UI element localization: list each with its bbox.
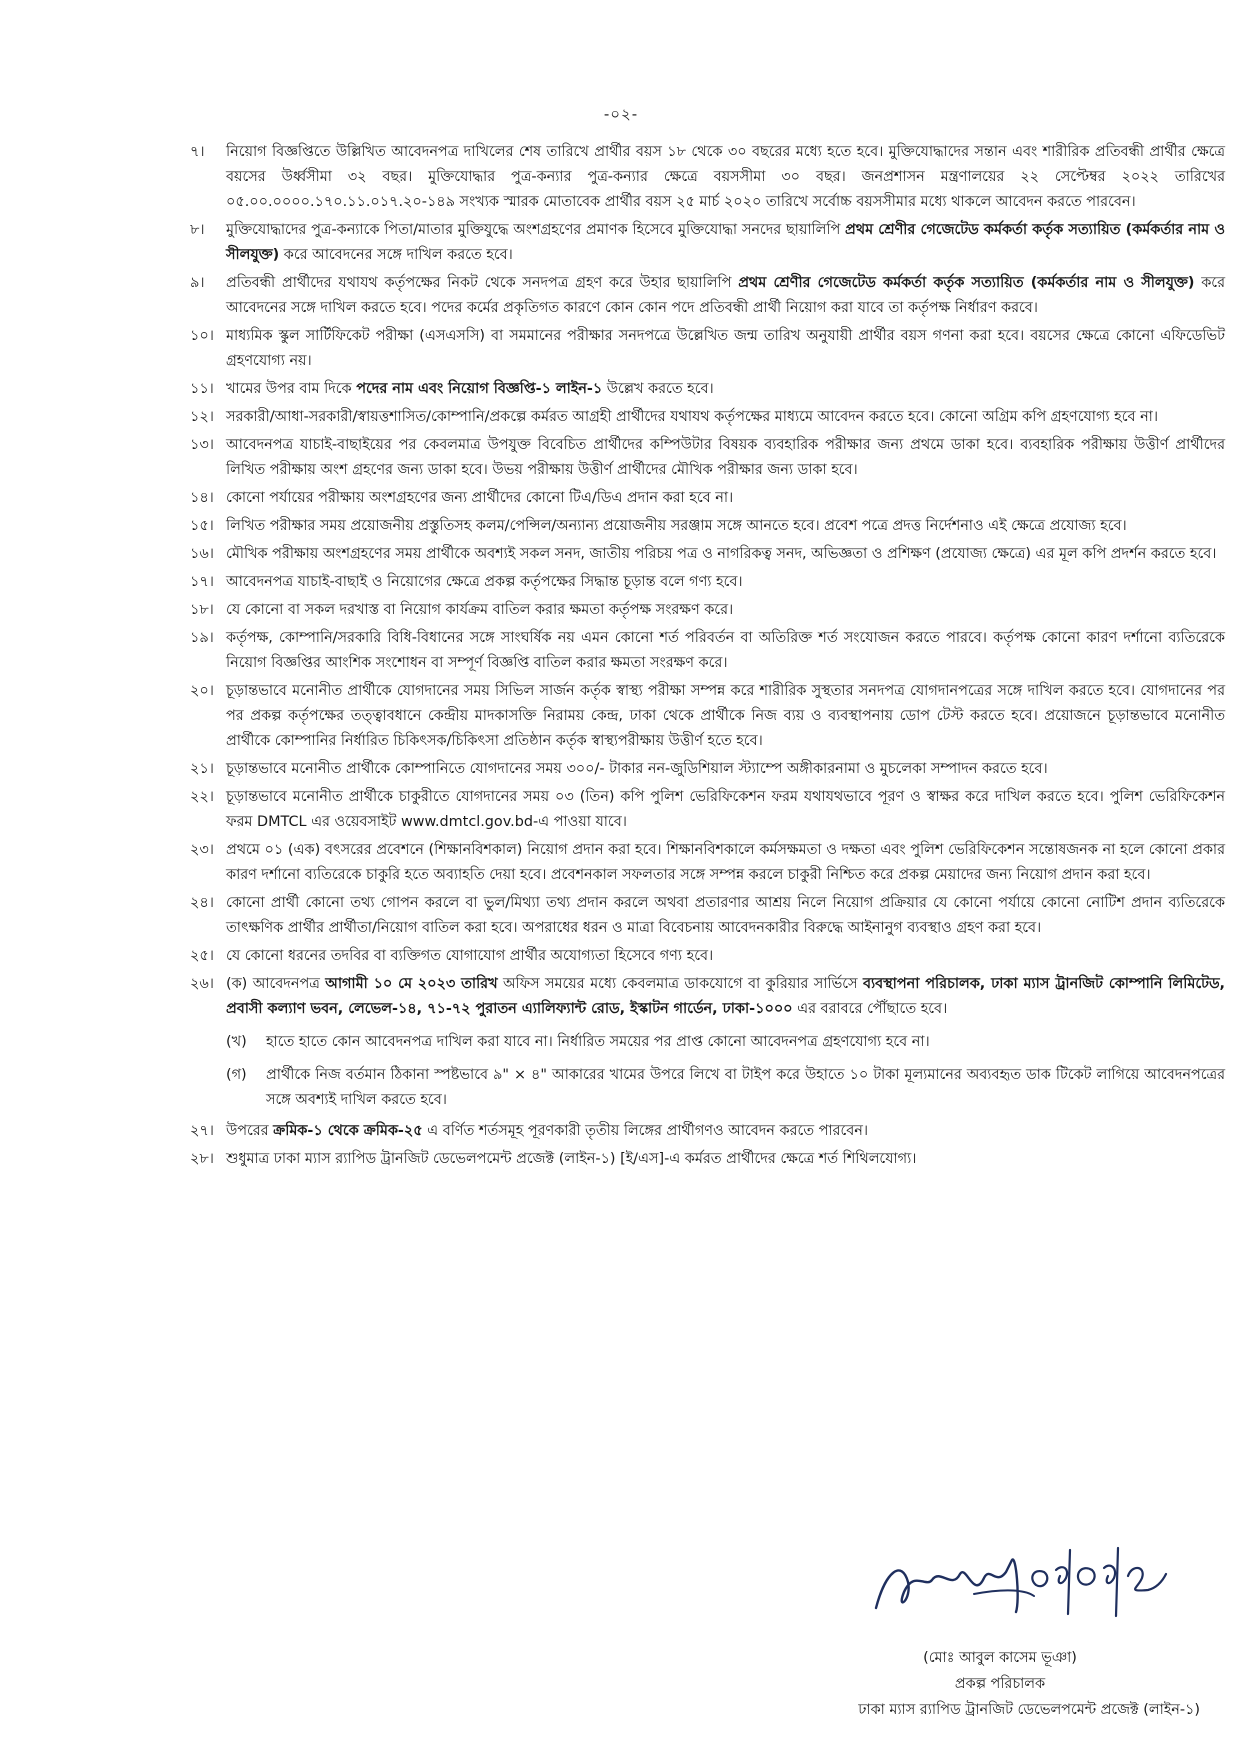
item-number: ১৭। <box>190 574 214 590</box>
item-text-bold: ব্যবস্থাপনা পরিচালক, ঢাকা ম্যাস ট্রানজিট কোম্পানি লিমিটেড, প্রবাসী কল্যাণ ভবন, লেভেল-১৪, ৭১-৭২ পুরাতন এ্যালিফ্যান্ট রোড, ইস্কাটন গার্ডেন, ঢাকা-১০০০ <box>226 976 1226 1017</box>
list-item <box>190 324 1225 374</box>
item-text-run: শুধুমাত্র ঢাকা ম্যাস র‍্যাপিড ট্রানজিট ডেভেলপমেন্ট প্রজেক্ট (লাইন-১) [ই/এস]-এ কর্মরত প্রার্থীদের ক্ষেত্রে শর্ত শিথিলযোগ্য। <box>226 1151 917 1167</box>
item-number: ২২। <box>190 789 214 805</box>
sub-items-26 <box>190 1030 1225 1113</box>
sub-item <box>226 1063 1225 1113</box>
item-text-run: উপরের <box>226 1123 274 1139</box>
item-number: ৯। <box>190 275 205 291</box>
item-text-bold: প্রথম শ্রেণীর গেজেটেড কর্মকর্তা কর্তৃক সত্যায়িত (কর্মকর্তার নাম ও সীলযুক্ত) <box>738 275 1195 291</box>
item-text <box>226 1147 1225 1172</box>
item-text-run: চূড়ান্তভাবে মনোনীত প্রার্থীকে চাকুরীতে যোগদানের সময় ০৩ (তিন) কপি পুলিশ ভেরিফিকেশন ফরম যথাযথভাবে পূরণ ও স্বাক্ষর করে দাখিল করতে হবে। পুলিশ ভেরিফিকেশন ফরম DMTCL এর ওয়েবসাইট www.dmtcl.gov.bd-এ পাওয়া যাবে। <box>226 789 1225 830</box>
item-text-run: মুক্তিযোদ্ধাদের পুত্র-কন্যাকে পিতা/মাতার মুক্তিযুদ্ধে অংশগ্রহণের প্রমাণক হিসেবে মুক্তিযোদ্ধা সনদের ছায়ালিপি <box>226 222 846 238</box>
item-number: ২৬। <box>190 976 214 992</box>
signatory-title: প্রকল্প পরিচালক <box>954 1676 1046 1692</box>
item-text-run: কোনো প্রার্থী কোনো তথ্য গোপন করলে বা ভুল/মিথ্যা তথ্য প্রদান করলে অথবা প্রতারণার আশ্রয় নিলে নিয়োগ প্রক্রিয়ার যে কোনো পর্যায়ে কোনো নোটিশ প্রদান ব্যতিরেকে তাৎক্ষণিক প্রার্থীর প্রার্থীতা/নিয়োগ বাতিল করা হবে। অপরাধের ধরন ও মাত্রা বিবেচনায় আবেদনকারীর বিরুদ্ধে আইনানুগ ব্যবস্থাও গ্রহণ করা হবে। <box>226 895 1225 936</box>
item-text-run: লিখিত পরীক্ষার সময় প্রয়োজনীয় প্রস্তুতিসহ কলম/পেন্সিল/অন্যান্য প্রয়োজনীয় সরঞ্জাম সঙ্গে আনতে হবে। প্রবেশ পত্রে প্রদত্ত নির্দেশনাও এই ক্ষেত্রে প্রযোজ্য হবে। <box>226 518 1127 534</box>
conditions-list <box>190 140 1225 1175</box>
page-number: -০২- <box>603 105 639 123</box>
signatory-name: (মোঃ আবুল কাসেম ভূঞা) <box>923 1650 1077 1666</box>
item-text-run: আবেদনপত্র যাচাই-বাছাই ও নিয়োগের ক্ষেত্রে প্রকল্প কর্তৃপক্ষের সিদ্ধান্ত চূড়ান্ত বলে গণ্য হবে। <box>226 574 743 590</box>
list-item <box>190 598 1225 623</box>
item-text <box>226 271 1225 321</box>
item-text <box>226 598 1225 623</box>
item-text-run: প্রথমে ০১ (এক) বৎসরের প্রবেশনে (শিক্ষানবিশকাল) নিয়োগ প্রদান করা হবে। শিক্ষানবিশকালে কর্মসক্ষমতা ও দক্ষতা এবং পুলিশ ভেরিফিকেশন সন্তোষজনক না হলে কোনো প্রকার কারণ দর্শানো ব্যতিরেকে চাকুরি হতে অব্যাহতি দেয়া হবে। প্রবেশনকাল সফলতার সঙ্গে সম্পন্ন করলে চাকুরী নিশ্চিত করে প্রকল্প মেয়াদের জন্য নিয়োগ প্রদান করা হবে। <box>226 842 1225 883</box>
item-text <box>226 785 1225 835</box>
signature-block <box>760 1645 1200 1723</box>
list-item <box>190 891 1225 941</box>
list-item <box>190 433 1225 483</box>
list-item <box>190 1147 1225 1172</box>
list-item <box>190 679 1225 754</box>
list-item <box>190 944 1225 969</box>
item-text <box>226 1119 1225 1144</box>
sub-item-label: (খ) <box>226 1034 247 1050</box>
list-item <box>190 377 1225 402</box>
item-text-run: চূড়ান্তভাবে মনোনীত প্রার্থীকে যোগদানের সময় সিভিল সার্জন কর্তৃক স্বাস্থ্য পরীক্ষা সম্পন্ন করে শারীরিক সুস্থতার সনদপত্র যোগদানপত্রের সঙ্গে দাখিল করতে হবে। যোগদানের পর পর প্রকল্প কর্তৃপক্ষের তত্ত্বাবধানে কেন্দ্রীয় মাদকাসক্তি নিরাময় কেন্দ্র, ঢাকা থেকে প্রার্থীকে নিজ ব্যয় ও ব্যবস্থাপনায় ডোপ টেস্ট করতে হবে। প্রয়োজনে চূড়ান্তভাবে মনোনীত প্রার্থীকে কোম্পানির নির্ধারিত চিকিৎসক/চিকিৎসা প্রতিষ্ঠান কর্তৃক স্বাস্থ্যপরীক্ষায় উত্তীর্ণ হতে হবে। <box>226 683 1225 749</box>
list-item <box>190 271 1225 321</box>
sub-item-text: হাতে হাতে কোন আবেদনপত্র দাখিল করা যাবে না। নির্ধারিত সময়ের পর প্রাপ্ত কোনো আবেদনপত্র গ্রহণযোগ্য হবে না। <box>266 1034 930 1050</box>
list-item <box>190 542 1225 567</box>
item-number: ১২। <box>190 409 214 425</box>
list-item <box>190 785 1225 835</box>
item-text <box>226 972 1225 1022</box>
item-text-run: যে কোনো বা সকল দরখাস্ত বা নিয়োগ কার্যক্রম বাতিল করার ক্ষমতা কর্তৃপক্ষ সংরক্ষণ করে। <box>226 602 734 618</box>
item-text-run: সরকারী/আধা-সরকারী/স্বায়ত্তশাসিত/কোম্পানি/প্রকল্পে কর্মরত আগ্রহী প্রার্থীদের যথাযথ কর্তৃপক্ষের মাধ্যমে আবেদন করতে হবে। কোনো অগ্রিম কপি গ্রহণযোগ্য হবে না। <box>226 409 1158 425</box>
item-text <box>226 433 1225 483</box>
item-number: ২৫। <box>190 948 214 964</box>
item-text-run: কোনো পর্যায়ের পরীক্ষায় অংশগ্রহণের জন্য প্রার্থীদের কোনো টিএ/ডিএ প্রদান করা হবে না। <box>226 490 734 506</box>
item-text <box>226 542 1225 567</box>
list-item <box>190 570 1225 595</box>
list-item <box>190 1119 1225 1144</box>
item-text <box>226 377 1225 402</box>
list-item <box>190 972 1225 1022</box>
sub-item <box>226 1030 1225 1055</box>
item-number: ১৪। <box>190 490 214 506</box>
item-text <box>226 486 1225 511</box>
item-number: ২১। <box>190 761 214 777</box>
item-text <box>226 626 1225 676</box>
item-text <box>226 514 1225 539</box>
item-number: ১৩। <box>190 437 214 453</box>
item-text-run: করে আবেদনের সঙ্গে দাখিল করতে হবে। পদের কর্মের প্রকৃতিগত কারণে কোন কোন পদে প্রতিবন্ধী প্রার্থী নিয়োগ করা যাবে তা কর্তৃপক্ষ নির্ধারণ করবে। <box>226 275 1226 316</box>
item-text-run: এর বরাবরে পৌঁছাতে হবে। <box>792 1001 948 1017</box>
item-text-run: নিয়োগ বিজ্ঞপ্তিতে উল্লিখিত আবেদনপত্র দাখিলের শেষ তারিখে প্রার্থীর বয়স ১৮ থেকে ৩০ বছরের মধ্যে হতে হবে। মুক্তিযোদ্ধাদের সন্তান এবং শারীরিক প্রতিবন্ধী প্রার্থীর ক্ষেত্রে বয়সের উর্ধ্বসীমা ৩২ বছর। মুক্তিযোদ্ধার পুত্র-কন্যার পুত্র-কন্যার ক্ষেত্রে বয়সসীমা ৩০ বছর। জনপ্রশাসন মন্ত্রণালয়ের ২২ সেপ্টেম্বর ২০২২ তারিখের ০৫.০০.০০০০.১৭০.১১.০১৭.২০-১৪৯ সংখ্যক স্মারক মোতাবেক প্রার্থীর বয়স ২৫ মার্চ ২০২০ তারিখে সর্বোচ্চ বয়সসীমার মধ্যে থাকলে আবেদন করতে পারবেন। <box>226 144 1225 210</box>
list-item <box>190 486 1225 511</box>
item-number: ৮। <box>190 222 205 238</box>
list-item <box>190 838 1225 888</box>
signatory-organization: ঢাকা ম্যাস র‍্যাপিড ট্রানজিট ডেভেলপমেন্ট প্রজেক্ট (লাইন-১) <box>858 1702 1200 1718</box>
item-text-run: যে কোনো ধরনের তদবির বা ব্যক্তিগত যোগাযোগ প্রার্থীর অযোগ্যতা হিসেবে গণ্য হবে। <box>226 948 714 964</box>
item-text-run: অফিস সময়ের মধ্যে কেবলমাত্র ডাকযোগে বা কুরিয়ার সার্ভিসে <box>497 976 863 992</box>
item-number: ২০। <box>190 683 214 699</box>
item-text-run: উল্লেখ করতে হবে। <box>602 381 714 397</box>
item-number: ২৩। <box>190 842 214 858</box>
item-number: ১৮। <box>190 602 214 618</box>
item-text-bold: পদের নাম এবং নিয়োগ বিজ্ঞপ্তি-১ লাইন-১ <box>356 381 603 397</box>
sub-item-label: (গ) <box>226 1067 247 1083</box>
item-text <box>226 944 1225 969</box>
item-text-run: এ বর্ণিত শর্তসমূহ পূরণকারী তৃতীয় লিঙ্গের প্রার্থীগণও আবেদন করতে পারবেন। <box>422 1123 868 1139</box>
list-item <box>190 757 1225 782</box>
item-text-run: আবেদনপত্র যাচাই-বাছাইয়ের পর কেবলমাত্র উপযুক্ত বিবেচিত প্রার্থীদের কম্পিউটার বিষয়ক ব্যবহারিক পরীক্ষার জন্য প্রথমে ডাকা হবে। ব্যবহারিক পরীক্ষায় উত্তীর্ণ প্রার্থীদের লিখিত পরীক্ষায় অংশ গ্রহণের জন্য ডাকা হবে। উভয় পরীক্ষায় উত্তীর্ণ প্রার্থীদের মৌখিক পরীক্ষার জন্য ডাকা হবে। <box>226 437 1225 478</box>
item-text-bold: ক্রমিক-১ থেকে ক্রমিক-২৫ <box>273 1123 423 1139</box>
list-item <box>190 514 1225 539</box>
item-text <box>226 757 1225 782</box>
item-text-bold: প্রথম শ্রেণীর গেজেটেড কর্মকর্তা কর্তৃক সত্যায়িত (কর্মকর্তার নাম ও সীলযুক্ত) <box>226 222 1225 263</box>
item-text <box>226 324 1225 374</box>
list-item <box>190 626 1225 676</box>
item-text <box>226 838 1225 888</box>
item-text <box>226 891 1225 941</box>
item-number: ৭। <box>190 144 205 160</box>
item-number: ১০। <box>190 328 214 344</box>
item-number: ১৯। <box>190 630 214 646</box>
item-number: ১১। <box>190 381 214 397</box>
item-text-run: চূড়ান্তভাবে মনোনীত প্রার্থীকে কোম্পানিতে যোগদানের সময় ৩০০/- টাকার নন-জুডিশিয়াল স্ট্যাম্পে অঙ্গীকারনামা ও মুচলেকা সম্পাদন করতে হবে। <box>226 761 1048 777</box>
sub-item-text: প্রার্থীকে নিজ বর্তমান ঠিকানা স্পষ্টভাবে ৯" × ৪" আকারের খামের উপরে লিখে বা টাইপ করে উহাতে ১০ টাকা মূল্যমানের অব্যবহৃত ডাক টিকেট লাগিয়ে আবেদনপত্রের সঙ্গে অবশ্যই দাখিল করতে হবে। <box>266 1067 1225 1108</box>
item-text <box>226 679 1225 754</box>
item-text-run: (ক) আবেদনপত্র <box>226 976 326 992</box>
final-items <box>190 1119 1225 1172</box>
item-text-bold: আগামী ১০ মে ২০২৩ তারিখ <box>325 976 498 992</box>
item-text <box>226 570 1225 595</box>
handwritten-signature <box>856 1530 1176 1640</box>
list-item <box>190 405 1225 430</box>
item-text-run: করে আবেদনের সঙ্গে দাখিল করতে হবে। <box>279 247 513 263</box>
item-text <box>226 405 1225 430</box>
list-item <box>190 218 1225 268</box>
numbered-items <box>190 140 1225 1022</box>
item-number: ২৪। <box>190 895 214 911</box>
item-text-run: খামের উপর বাম দিকে <box>226 381 357 397</box>
item-text <box>226 140 1225 215</box>
item-text-run: মাধ্যমিক স্কুল সার্টিফিকেট পরীক্ষা (এসএসসি) বা সমমানের পরীক্ষার সনদপত্রে উল্লেখিত জন্ম তারিখ অনুযায়ী প্রার্থীর বয়স গণনা করা হবে। বয়সের ক্ষেত্রে কোনো এফিডেভিট গ্রহণযোগ্য নয়। <box>226 328 1225 369</box>
item-text-run: কর্তৃপক্ষ, কোম্পানি/সরকারি বিধি-বিধানের সঙ্গে সাংঘর্ষিক নয় এমন কোনো শর্ত পরিবর্তন বা অতিরিক্ত শর্ত সংযোজন করতে পারবে। কর্তৃপক্ষ কোনো কারণ দর্শানো ব্যতিরেকে নিয়োগ বিজ্ঞপ্তির আংশিক সংশোধন বা সম্পূর্ণ বিজ্ঞপ্তি বাতিল করার ক্ষমতা সংরক্ষণ করে। <box>226 630 1225 671</box>
item-text-run: মৌখিক পরীক্ষায় অংশগ্রহণের সময় প্রার্থীকে অবশ্যই সকল সনদ, জাতীয় পরিচয় পত্র ও নাগরিকত্ব সনদ, অভিজ্ঞতা ও প্রশিক্ষণ (প্রযোজ্য ক্ষেত্রে) এর মূল কপি প্রদর্শন করতে হবে। <box>226 546 1217 562</box>
item-number: ২৮। <box>190 1151 214 1167</box>
item-text-run: প্রতিবন্ধী প্রার্থীদের যথাযথ কর্তৃপক্ষের নিকট থেকে সনদপত্র গ্রহণ করে উহার ছায়ালিপি <box>226 275 739 291</box>
item-number: ২৭। <box>190 1123 214 1139</box>
signature-drawing <box>856 1530 1176 1640</box>
list-item <box>190 140 1225 215</box>
item-number: ১৫। <box>190 518 214 534</box>
item-number: ১৬। <box>190 546 214 562</box>
item-text <box>226 218 1225 268</box>
